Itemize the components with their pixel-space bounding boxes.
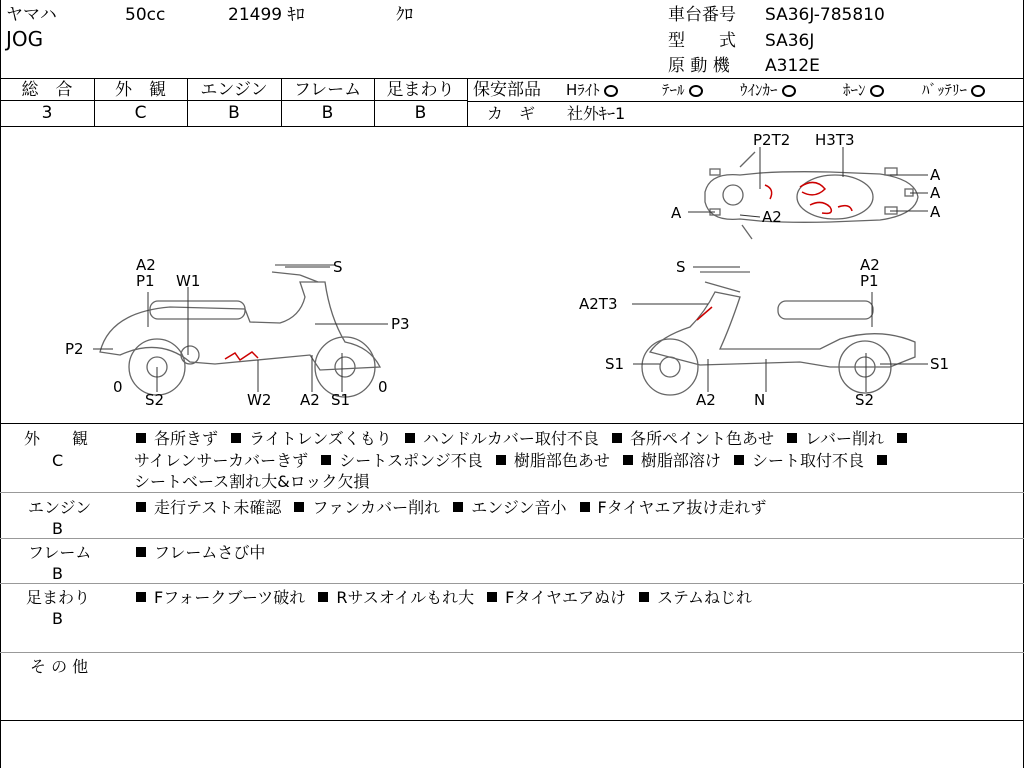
displacement: 50cc [125, 5, 166, 25]
overall-grade: 3 [41, 103, 53, 123]
diagram-label: A [930, 203, 941, 221]
divider [0, 652, 1024, 653]
note-item: 各所きず [154, 429, 219, 448]
safety-headlight [566, 80, 618, 100]
diagram-label: A2 [696, 391, 716, 409]
divider [0, 538, 1024, 539]
engine-grade-label: エンジン [200, 80, 268, 100]
diagram-label: P1 [136, 272, 155, 290]
key-value: 社外ｷｰ1 [567, 104, 626, 123]
diagram-label: S2 [855, 391, 875, 409]
ok-circle-icon [971, 85, 985, 97]
bullet-icon [136, 502, 146, 512]
note-label-suspension: 足まわり [26, 588, 91, 607]
taillight-label: ﾃｰﾙ [662, 81, 685, 99]
key-label: カ ギ [487, 104, 536, 123]
diagram-label: A2 [136, 256, 156, 274]
bullet-icon [487, 592, 497, 602]
note-item: ファンカバー削れ [312, 498, 441, 517]
note-grade-suspension: B [52, 609, 63, 628]
damage-diagram [0, 127, 1024, 423]
bullet-icon [623, 455, 633, 465]
note-item: 樹脂部色あせ [513, 451, 610, 470]
exterior-grade: C [134, 103, 147, 123]
note-item: シートスポンジ不良 [339, 451, 483, 470]
note-item: Fフォークブーツ破れ [154, 588, 306, 607]
diagram-label: S [676, 258, 686, 276]
divider [0, 583, 1024, 584]
bullet-icon [897, 433, 907, 443]
note-grade-frame: B [52, 564, 63, 583]
note-item: シート取付不良 [752, 451, 865, 470]
divider [0, 100, 467, 101]
diagram-label: A2 [762, 208, 782, 226]
diagram-label: A [930, 166, 941, 184]
safety-winker [740, 80, 796, 100]
diagram-label: N [754, 391, 766, 409]
bullet-icon [734, 455, 744, 465]
diagram-label: P2 [65, 340, 84, 358]
note-item: Fタイヤエアぬけ [505, 588, 627, 607]
note-item: Rサスオイルもれ大 [336, 588, 475, 607]
diagram-label: S1 [605, 355, 625, 373]
diagram-label: 0 [378, 378, 388, 396]
diagram-label: S1 [930, 355, 950, 373]
note-grade-exterior: C [52, 451, 64, 470]
bullet-icon [136, 547, 146, 557]
safety-horn [843, 80, 884, 100]
note-line [128, 496, 766, 519]
battery-label: ﾊﾞｯﾃﾘｰ [922, 81, 968, 99]
note-label-other: そ の 他 [30, 657, 89, 676]
winker-label: ｳｲﾝｶｰ [740, 81, 778, 99]
ok-circle-icon [689, 85, 703, 97]
suspension-grade: B [414, 103, 427, 123]
note-item: 各所ペイント色あせ [629, 429, 774, 448]
divider [0, 78, 1024, 79]
note-label-engine: エンジン [28, 498, 92, 517]
frame-no-label: 車台番号 [668, 5, 736, 25]
bullet-icon [231, 433, 241, 443]
note-line [134, 470, 369, 493]
note-item: ライトレンズくもり [249, 429, 392, 448]
note-line [134, 449, 895, 472]
bullet-icon [136, 433, 146, 443]
mileage: 21499 ｷﾛ [228, 5, 305, 25]
divider [0, 423, 1024, 424]
exterior-label: 外 観 [115, 80, 166, 100]
divider [0, 720, 1024, 721]
bullet-icon [405, 433, 415, 443]
safety-taillight [662, 80, 703, 100]
bullet-icon [496, 455, 506, 465]
diagram-label: W2 [247, 391, 272, 409]
bullet-icon [453, 502, 463, 512]
type-value: SA36J [765, 31, 815, 51]
type-label: 型 式 [668, 31, 736, 51]
note-line [128, 541, 265, 564]
diagram-label: A2 [300, 391, 320, 409]
ok-circle-icon [870, 85, 884, 97]
diagram-label: 0 [113, 378, 123, 396]
engine-value: A312E [765, 56, 820, 76]
note-item: レバー削れ [805, 429, 884, 448]
bullet-icon [639, 592, 649, 602]
note-label-exterior: 外 観 [24, 429, 89, 448]
bullet-icon [787, 433, 797, 443]
safety-battery [922, 80, 985, 100]
note-item: Fタイヤエア抜け走れず [597, 498, 767, 517]
bullet-icon [877, 455, 887, 465]
diagram-label: A2 [860, 256, 880, 274]
diagram-label: S2 [145, 391, 165, 409]
diagram-label: A2T3 [579, 295, 618, 313]
suspension-grade-label: 足まわり [386, 80, 455, 100]
note-item: ステムねじれ [657, 588, 753, 607]
note-item: ハンドルカバー取付不良 [422, 429, 599, 448]
note-item: エンジン音小 [471, 498, 567, 517]
bullet-icon [612, 433, 622, 443]
bullet-icon [580, 502, 590, 512]
bullet-icon [318, 592, 328, 602]
engine-grade: B [228, 103, 240, 123]
note-line [128, 586, 752, 609]
divider [467, 78, 468, 126]
note-line [128, 427, 915, 450]
diagram-label: P1 [860, 272, 879, 290]
note-item: 樹脂部溶け [640, 451, 721, 470]
diagram-label: S [333, 258, 343, 276]
overall-label: 総 合 [21, 80, 73, 100]
divider [467, 101, 1024, 102]
model-name: JOG [6, 27, 44, 51]
diagram-label: H3T3 [815, 131, 855, 149]
note-grade-engine: B [52, 519, 63, 538]
diagram-label: P2T2 [753, 131, 791, 149]
note-item: サイレンサーカバーきず [134, 451, 309, 470]
bullet-icon [294, 502, 304, 512]
note-item: 走行テスト未確認 [154, 498, 282, 517]
horn-label: ﾎｰﾝ [843, 81, 866, 99]
engine-label: 原 動 機 [668, 56, 730, 76]
safety-label: 保安部品 [473, 80, 541, 100]
note-item: シートベース割れ大&ロック欠損 [134, 472, 370, 491]
bullet-icon [321, 455, 331, 465]
frame-grade: B [321, 103, 334, 123]
note-label-frame: フレーム [28, 543, 92, 562]
frame-grade-label: フレーム [293, 80, 362, 100]
diagram-label: A [930, 184, 941, 202]
diagram-label: S1 [331, 391, 351, 409]
frame-no: SA36J-785810 [765, 5, 885, 25]
maker: ヤマハ [6, 5, 57, 25]
bullet-icon [136, 592, 146, 602]
ok-circle-icon [604, 85, 618, 97]
diagram-label: A [671, 204, 682, 222]
ok-circle-icon [782, 85, 796, 97]
diagram-label: P3 [391, 315, 410, 333]
scooter-right-view [642, 272, 915, 395]
diagram-label: W1 [176, 272, 201, 290]
color: ｸﾛ [396, 5, 413, 25]
headlight-label: Hﾗｲﾄ [566, 81, 600, 99]
note-item: フレームさび中 [154, 543, 266, 562]
